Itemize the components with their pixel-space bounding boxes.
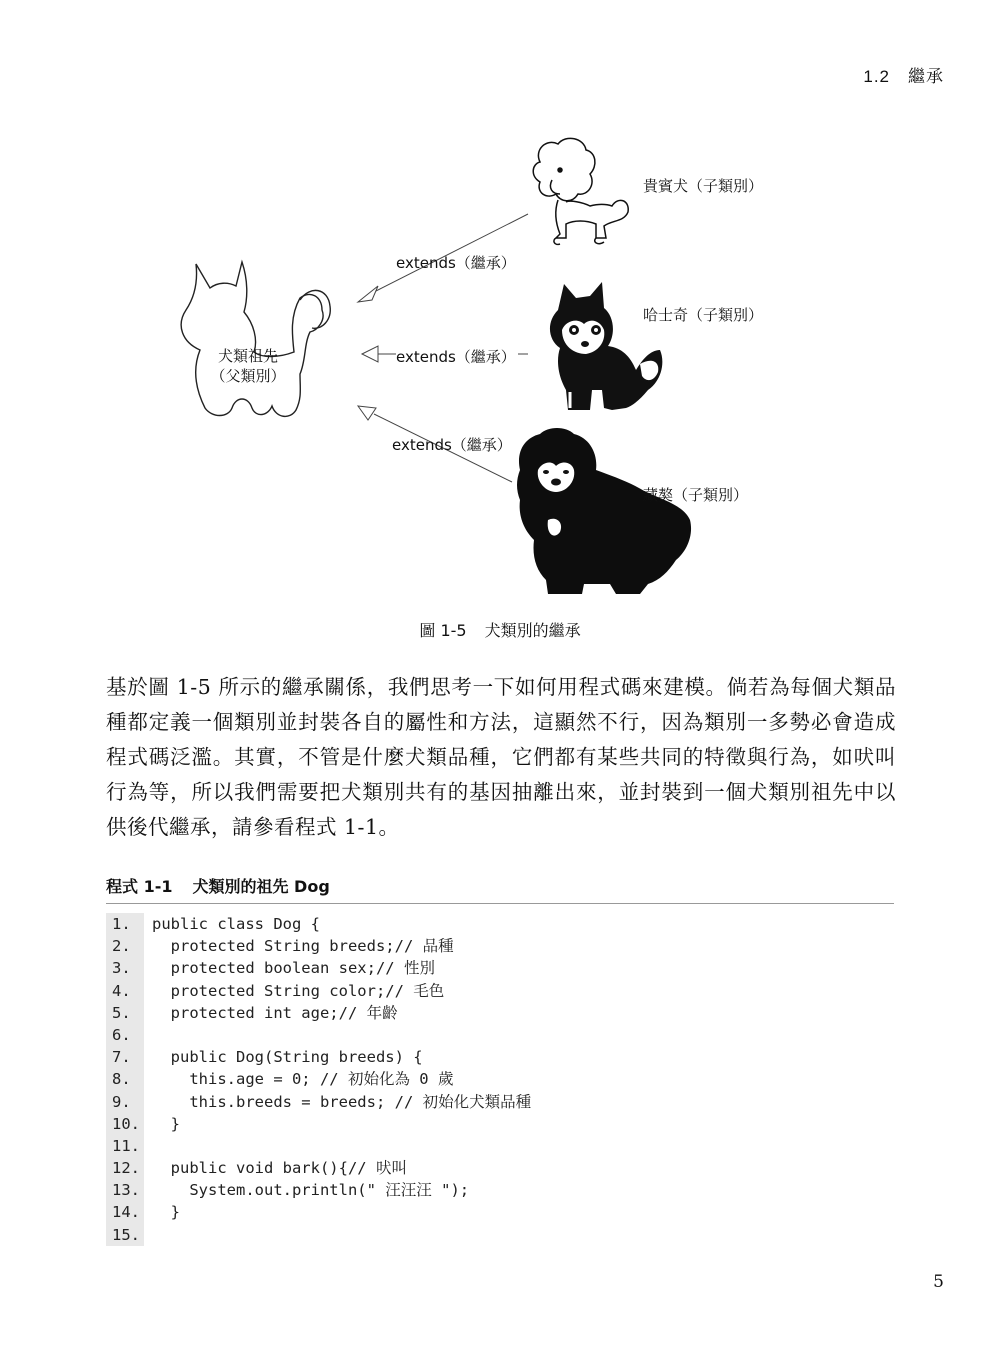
listing-caption: 犬類別的祖先 Dog	[192, 877, 330, 896]
line-code: }	[152, 1114, 180, 1133]
parent-label-line1: 犬類祖先	[217, 347, 278, 365]
husky-icon	[550, 282, 662, 410]
line-code: this.breeds = breeds; // 初始化犬類品種	[152, 1092, 532, 1111]
figure-number: 圖 1-5	[419, 621, 467, 640]
child-label-mastiff: 藏獒（子類別）	[643, 486, 749, 504]
poodle-icon	[533, 138, 628, 244]
line-number: 14.	[106, 1201, 144, 1223]
code-line	[106, 913, 894, 935]
running-head	[845, 62, 944, 87]
code-line	[106, 957, 894, 979]
line-number: 12.	[106, 1157, 144, 1179]
line-code: public Dog(String breeds) {	[152, 1048, 423, 1067]
listing-title	[106, 874, 330, 897]
code-line	[106, 1224, 894, 1246]
extends-label-middle: extends（繼承）	[396, 348, 516, 366]
line-number: 10.	[106, 1113, 144, 1135]
line-number: 7.	[106, 1046, 144, 1068]
code-line	[106, 1024, 894, 1046]
extends-label-top: extends（繼承）	[396, 254, 516, 272]
child-label-husky: 哈士奇（子類別）	[643, 306, 764, 324]
code-line	[106, 1113, 894, 1135]
code-line	[106, 935, 894, 957]
line-number: 1.	[106, 913, 144, 935]
line-number: 5.	[106, 1002, 144, 1024]
code-line	[106, 1179, 894, 1201]
line-code	[144, 1224, 152, 1246]
section-title: 繼承	[908, 67, 944, 86]
line-code: protected String breeds;// 品種	[152, 937, 454, 956]
line-code: this.age = 0; // 初始化為 0 歲	[152, 1070, 454, 1089]
code-listing	[106, 913, 894, 1246]
code-line	[106, 1046, 894, 1068]
line-number: 9.	[106, 1091, 144, 1113]
code-line	[106, 980, 894, 1002]
line-code: public void bark(){// 吠叫	[152, 1159, 407, 1178]
figure-caption	[0, 618, 1000, 641]
line-number: 13.	[106, 1179, 144, 1201]
mastiff-icon	[517, 428, 691, 594]
code-line	[106, 1135, 894, 1157]
code-line	[106, 1201, 894, 1223]
figure-title: 犬類別的繼承	[484, 621, 581, 640]
parent-class-label	[206, 346, 290, 386]
code-line	[106, 1002, 894, 1024]
section-number: 1.2	[863, 67, 890, 86]
code-line	[106, 1068, 894, 1090]
line-number: 6.	[106, 1024, 144, 1046]
line-code	[144, 1135, 152, 1157]
line-code: System.out.println(" 汪汪汪 ");	[152, 1181, 470, 1200]
code-line	[106, 1091, 894, 1113]
diagram-art	[0, 120, 1000, 620]
page-number: 5	[933, 1272, 944, 1292]
extends-label-bottom: extends（繼承）	[392, 436, 512, 454]
parent-dog-outline-icon	[181, 262, 330, 416]
line-number: 4.	[106, 980, 144, 1002]
line-number: 2.	[106, 935, 144, 957]
line-code: protected boolean sex;// 性別	[152, 959, 435, 978]
line-code: protected String color;// 毛色	[152, 981, 445, 1000]
line-code	[144, 1024, 152, 1046]
inheritance-diagram	[0, 120, 1000, 620]
code-line	[106, 1157, 894, 1179]
body-paragraph: 基於圖 1-5 所示的繼承關係，我們思考一下如何用程式碼來建模。倘若為每個犬類品種都定義一個類別並封裝各自的屬性和方法，這顯然不行，因為類別一多勢必會造成程式碼泛濫。其實，不管是什麼犬類品種，它們都有某些共同的特徵與行為，如吠叫行為等，所以我們需要把犬類別共有的基因抽離出來，並封裝到一個犬類別祖先中以供後代繼承，請參看程式 1-1。	[106, 675, 896, 839]
line-number: 3.	[106, 957, 144, 979]
line-code: protected int age;// 年齡	[152, 1003, 398, 1022]
child-label-poodle: 貴賓犬（子類別）	[643, 177, 764, 195]
line-code: }	[152, 1203, 180, 1222]
parent-label-line2: （父類別）	[210, 367, 286, 385]
line-code: public class Dog {	[152, 915, 320, 933]
line-number: 11.	[106, 1135, 144, 1157]
line-number: 15.	[106, 1224, 144, 1246]
listing-number: 程式 1-1	[106, 877, 173, 896]
line-number: 8.	[106, 1068, 144, 1090]
listing-divider	[106, 903, 894, 904]
